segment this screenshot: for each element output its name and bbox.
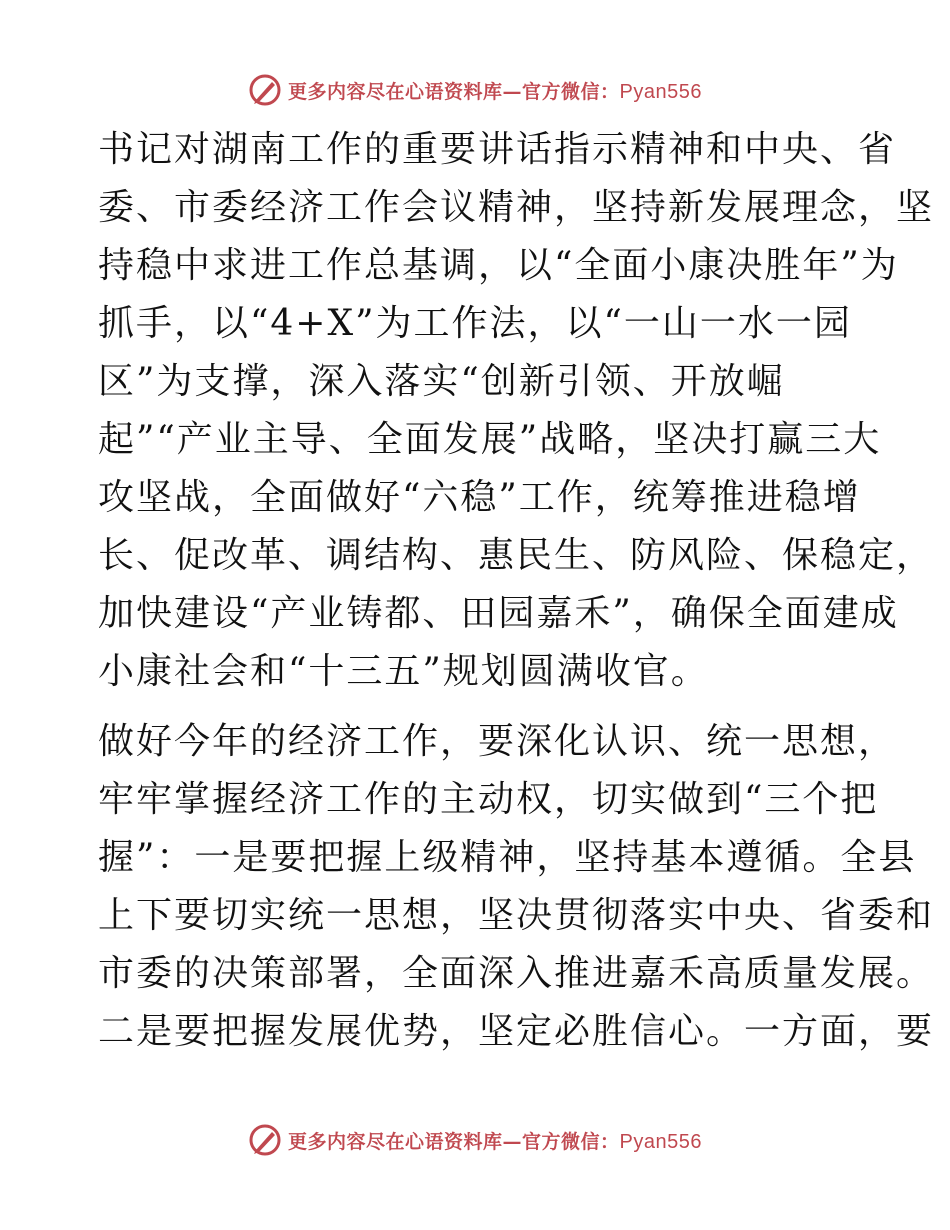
paragraph-spacer bbox=[98, 701, 858, 713]
text-line: 牢牢掌握经济工作的主动权，切实做到“三个把 bbox=[98, 779, 879, 820]
document-body bbox=[98, 121, 935, 1061]
text-line: 持稳中求进工作总基调，以“全面小康决胜年”为 bbox=[98, 245, 899, 286]
text-line: 书记对湖南工作的重要讲话指示精神和中央、省 bbox=[98, 129, 897, 170]
text-line: 二是要把握发展优势，坚定必胜信心。一方面，要 bbox=[98, 1011, 935, 1052]
text-line: 长、促改革、调结构、惠民生、防风险、保稳定， bbox=[98, 535, 935, 576]
text-line: 攻坚战，全面做好“六稳”工作，统筹推进稳增 bbox=[98, 477, 861, 518]
text-line: 市委的决策部署，全面深入推进嘉禾高质量发展。 bbox=[98, 953, 935, 994]
text-line: 起”“产业主导、全面发展”战略，坚决打赢三大 bbox=[98, 419, 882, 460]
header-watermark bbox=[0, 70, 950, 110]
text-line: 上下要切实统一思想，坚决贯彻落实中央、省委和 bbox=[98, 895, 935, 936]
text-line: 握”：一是要把握上级精神，坚持基本遵循。全县 bbox=[98, 837, 917, 878]
pen-logo-icon bbox=[248, 1123, 282, 1157]
paragraph bbox=[98, 121, 935, 701]
text-line: 委、市委经济工作会议精神，坚持新发展理念，坚 bbox=[98, 187, 935, 228]
paragraph bbox=[98, 713, 935, 1061]
text-line: 做好今年的经济工作，要深化认识、统一思想， bbox=[98, 721, 897, 762]
text-line: 区”为支撑，深入落实“创新引领、开放崛 bbox=[98, 361, 785, 402]
pen-logo-icon bbox=[248, 73, 282, 107]
watermark-text: 更多内容尽在心语资料库—官方微信：Pyan556 bbox=[288, 1130, 702, 1153]
watermark-id: Pyan556 bbox=[619, 1130, 702, 1153]
text-line: 抓手，以“4+X”为工作法，以“一山一水一园 bbox=[98, 303, 852, 344]
watermark-id: Pyan556 bbox=[619, 80, 702, 103]
text-line: 小康社会和“十三五”规划圆满收官。 bbox=[98, 651, 709, 692]
watermark-text: 更多内容尽在心语资料库—官方微信：Pyan556 bbox=[288, 80, 702, 103]
text-line: 加快建设“产业铸都、田园嘉禾”，确保全面建成 bbox=[98, 593, 899, 634]
footer-watermark bbox=[0, 1120, 950, 1160]
